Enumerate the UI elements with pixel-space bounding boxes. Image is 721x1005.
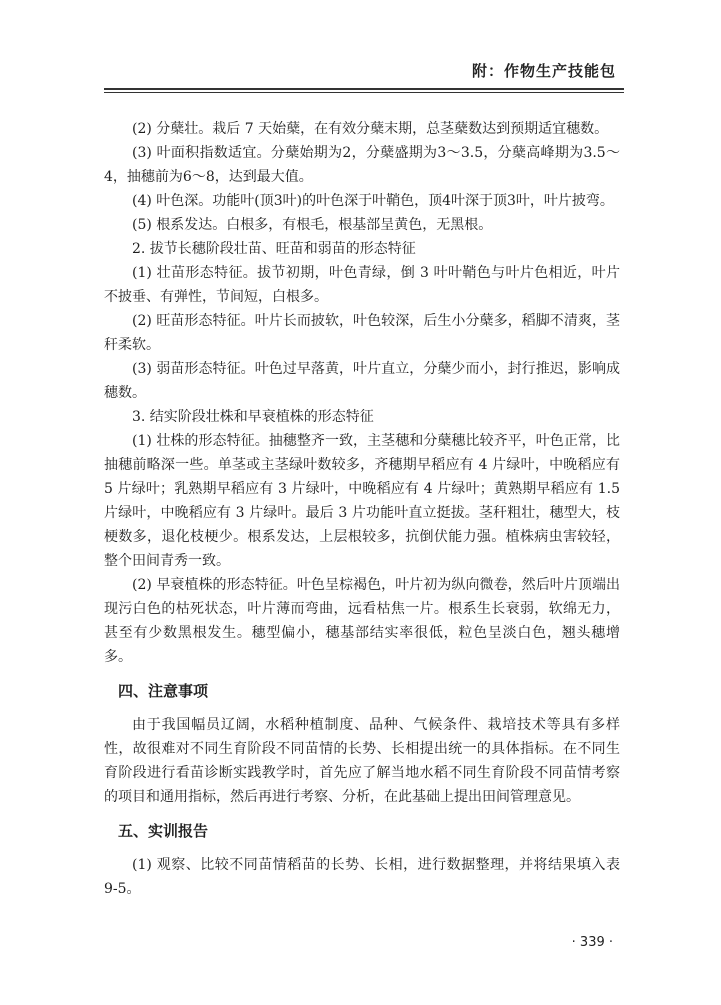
header-rule	[104, 88, 624, 90]
page-body	[104, 117, 620, 901]
running-header: 附：作物生产技能包	[471, 62, 616, 80]
paragraph: (2) 早衰植株的形态特征。叶色呈棕褐色，叶片初为纵向微卷，然后叶片顶端出现污白色的枯死状态，叶片薄而弯曲，远看枯焦一片。根系生长衰弱，软绵无力，甚至有少数黑根发生。穗型偏小，穗基部结实率很低，粒色呈淡白色，翘头穗增多。	[104, 577, 620, 665]
paragraph: (3) 弱苗形态特征。叶色过早落黄，叶片直立，分蘖少而小，封行推迟，影响成穗数。	[104, 361, 620, 401]
section-heading: 五、实训报告	[118, 822, 209, 840]
paragraph: (1) 观察、比较不同苗情稻苗的长势、长相，进行数据整理，并将结果填入表 9-5。	[104, 857, 620, 897]
paragraph: (1) 壮株的形态特征。抽穗整齐一致，主茎穗和分蘖穗比较齐平，叶色正常，比抽穗前略深一些。单茎或主茎绿叶数较多，齐穗期早稻应有 4 片绿叶，中晚稻应有 5 片绿叶；乳熟期早稻应有 3 片绿叶，中晚稻应有 4 片绿叶；黄熟期早稻应有 1.5 片绿叶，中晚稻应有 3 片绿叶。最后 3 片功能叶直立挺拔。茎秆粗壮，穗型大，枝梗数多，退化枝梗少。根系发达，上层根较多，抗倒伏能力强。植株病虫害较轻，整个田间青秀一致。	[104, 433, 620, 569]
subheading: 2. 拔节长穗阶段壮苗、旺苗和弱苗的形态特征	[132, 241, 416, 257]
section-heading: 四、注意事项	[118, 682, 209, 700]
paragraph: (1) 壮苗形态特征。拔节初期，叶色青绿，倒 3 叶叶鞘色与叶片色相近，叶片不披垂、有弹性，节间短，白根多。	[104, 265, 620, 305]
paragraph: 由于我国幅员辽阔，水稻种植制度、品种、气候条件、栽培技术等具有多样性，故很难对不同生育阶段不同苗情的长势、长相提出统一的具体指标。在不同生育阶段进行看苗诊断实践教学时，首先应了解当地水稻不同生育阶段不同苗情考察的项目和通用指标，然后再进行考察、分析，在此基础上提出田间管理意见。	[104, 717, 620, 805]
paragraph: (3) 叶面积指数适宜。分蘖始期为2，分蘖盛期为3～3.5，分蘖高峰期为3.5～4，抽穗前为6～8，达到最大值。	[104, 145, 620, 185]
paragraph: (2) 分蘖壮。栽后 7 天始蘖，在有效分蘖末期，总茎蘖数达到预期适宜穗数。	[132, 121, 609, 137]
paragraph: (5) 根系发达。白根多，有根毛，根基部呈黄色，无黑根。	[132, 217, 493, 233]
paragraph: (4) 叶色深。功能叶(顶3叶)的叶色深于叶鞘色，顶4叶深于顶3叶，叶片披弯。	[132, 193, 614, 209]
page-number: · 339 ·	[571, 935, 613, 950]
subheading: 3. 结实阶段壮株和早衰植株的形态特征	[132, 409, 374, 425]
paragraph: (2) 旺苗形态特征。叶片长而披软，叶色较深，后生小分蘖多，稻脚不清爽，茎秆柔软。	[104, 313, 620, 353]
header-rule-thin	[104, 92, 624, 93]
